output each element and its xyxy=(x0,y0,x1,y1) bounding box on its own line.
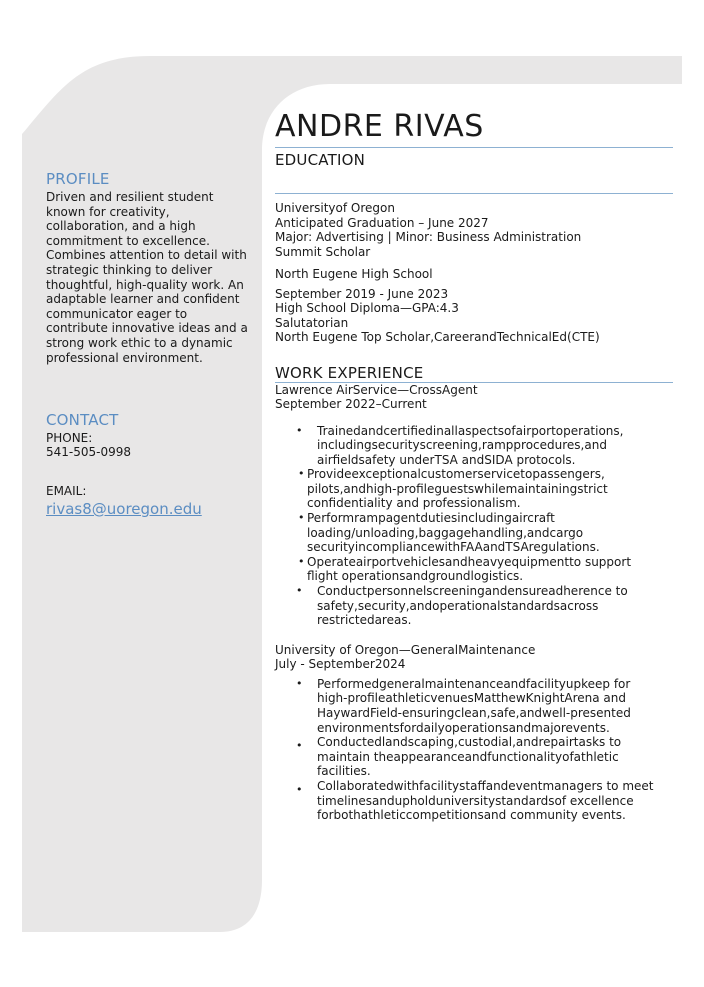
email-link[interactable]: rivas8@uoregon.edu xyxy=(46,500,202,519)
bullet-text: Performrampagentdutiesincludingaircraft loading/unloading,baggagehandling,andcargo securityincompliancewithFAAandTSAregulations. xyxy=(307,511,600,555)
hs-line: Salutatorian xyxy=(275,315,349,330)
list-item: • Collaboratedwithfacilitystaffandeventmanagers to meet timelinesandupholduniversitystandardsof excellence forbothathleticcompetitionsand community events. xyxy=(296,778,654,823)
list-item: • Provideexceptionalcustomerservicetopassengers, pilots,andhigh-profileguestswhilemaintainingstrict confidentiality and professionalism. xyxy=(307,467,657,511)
candidate-name: ANDRE RIVAS xyxy=(275,109,484,144)
hs-line: September 2019 - June 2023 xyxy=(275,286,449,301)
email-label: EMAIL: xyxy=(46,484,87,499)
bullet-text: Conductedlandscaping,custodial,andrepairtasks to maintain theappearanceandfunctionalityofathletic facilities. xyxy=(317,735,622,779)
education-hs xyxy=(275,287,675,345)
profile-heading: PROFILE xyxy=(46,170,110,188)
list-item: • Conductpersonnelscreeningandensureadherence to safety,security,andoperationalstandardsacross restrictedareas. xyxy=(296,584,628,628)
bullet-text: Conductpersonnelscreeningandensureadherence to safety,security,andoperationalstandardsacross restrictedareas. xyxy=(317,584,628,628)
phone-number: 541-505-0998 xyxy=(46,445,132,460)
sidebar xyxy=(46,170,251,518)
phone-label: PHONE: xyxy=(46,431,93,446)
job1-bullets xyxy=(296,423,657,628)
list-item: • Conductedlandscaping,custodial,andrepairtasks to maintain theappearanceandfunctionalityofathletic facilities. xyxy=(296,735,622,779)
job2-bullets xyxy=(296,676,657,823)
name-divider xyxy=(275,147,673,148)
job1-title: Lawrence AirService—CrossAgent xyxy=(275,382,478,397)
bullet-text: Operateairportvehiclesandheavyequipmentto support flight operationsandgroundlogistics. xyxy=(307,554,632,584)
job1-dates: September 2022–Current xyxy=(275,397,427,411)
hs-line: High School Diploma—GPA:4.3 xyxy=(275,301,459,315)
list-item: • Performedgeneralmaintenanceandfacilityupkeep for high-profileathleticvenuesMatthewKnightArena and HaywardField-ensuringclean,safe,andwell-presented environmentsfordailyoperationsandmajorevents. xyxy=(296,676,631,735)
education-heading: EDUCATION xyxy=(275,151,365,169)
uo-line: Summit Scholar xyxy=(275,244,371,259)
job2-dates: July - September2024 xyxy=(275,657,406,672)
hs-name: North Eugene High School xyxy=(275,267,433,281)
job2-title: University of Oregon—GeneralMaintenance xyxy=(275,642,536,657)
uo-line: Major: Advertising | Minor: Business Administration xyxy=(275,230,582,244)
list-item: • Trainedandcertifiedinallaspectsofairportoperations, includingsecurityscreening,rampprocedures,and airfieldsafety underTSA andSIDA protocols. xyxy=(296,423,624,467)
education-divider xyxy=(275,193,673,194)
work-heading: WORK EXPERIENCE xyxy=(275,363,424,382)
hs-line: North Eugene Top Scholar,CareerandTechnicalEd(CTE) xyxy=(275,330,600,344)
list-item: • Performrampagentdutiesincludingaircraft loading/unloading,baggagehandling,andcargo securityincompliancewithFAAandTSAregulations. xyxy=(298,511,600,555)
uo-line: Anticipated Graduation – June 2027 xyxy=(275,215,489,230)
uo-line: Universityof Oregon xyxy=(275,201,395,215)
bullet-text: Provideexceptionalcustomerservicetopassengers, pilots,andhigh-profileguestswhilemaintainingstrict confidentiality and professionalism. xyxy=(307,467,608,511)
contact-heading: CONTACT xyxy=(46,411,119,430)
bullet-text: Collaboratedwithfacilitystaffandeventmanagers to meet timelinesandupholduniversitystandardsof excellence forbothathleticcompetitionsand community events. xyxy=(317,778,654,823)
bullet-text: Performedgeneralmaintenanceandfacilityupkeep for high-profileathleticvenuesMatthewKnightArena and HaywardField-ensuringclean,safe,andwell-presented environmentsfordailyoperationsandmajorevents. xyxy=(317,676,631,735)
bullet-text: Trainedandcertifiedinallaspectsofairportoperations, includingsecurityscreening,rampprocedures,and airfieldsafety underTSA andSIDA protocols. xyxy=(317,423,624,467)
education-uo xyxy=(275,201,675,259)
list-item: • Operateairportvehiclesandheavyequipmentto support flight operationsandgroundlogistics. xyxy=(298,554,632,584)
profile-text: Driven and resilient student known for creativity, collaboration, and a high commitment to excellence. Combines attention to detail with strategic thinking to deliver thoughtful, high-quality work. An adaptable learner and confident communicator eager to contribute innovative ideas and a strong work ethic to a dynamic professional environment. xyxy=(46,190,248,365)
main-content xyxy=(275,107,675,823)
